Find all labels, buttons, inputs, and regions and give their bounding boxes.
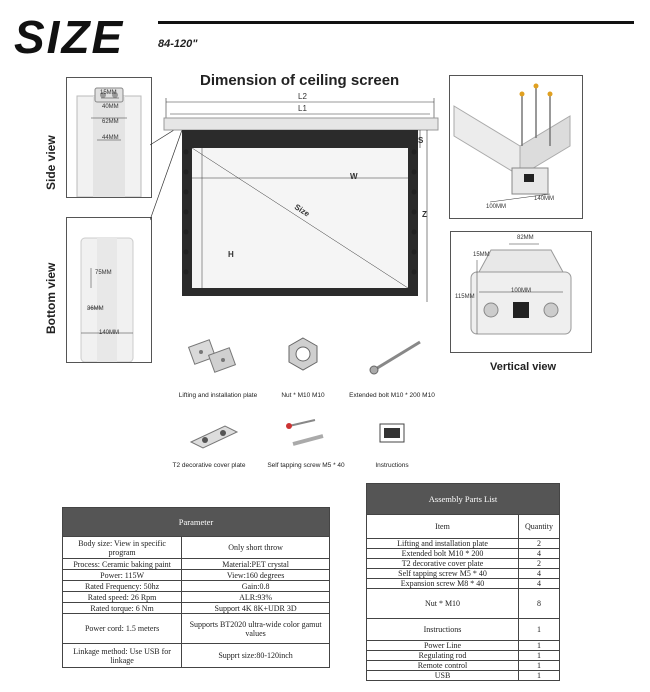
- vertical-dim-100: 100MM: [511, 288, 532, 294]
- dim-size: Size: [292, 202, 312, 219]
- assembly-col-item: Item: [367, 515, 519, 539]
- param-cell: Support 4K 8K+UDR 3D: [182, 603, 330, 614]
- assembly-cell: Lifting and installation plate: [367, 539, 519, 549]
- assembly-parts-table: [366, 483, 560, 681]
- assembly-cell: Regulating rod: [367, 651, 519, 661]
- dim-s: S: [418, 136, 424, 145]
- param-cell: Supports BT2020 ultra-wide color gamut values: [182, 614, 330, 644]
- param-cell: View:160 degrees: [182, 570, 330, 581]
- param-cell: Gain:0.8: [182, 581, 330, 592]
- assembly-cell: Power Line: [367, 641, 519, 651]
- param-cell: Only short throw: [182, 537, 330, 559]
- assembly-cell: T2 decorative cover plate: [367, 559, 519, 569]
- bottom-view-diagram: [66, 217, 152, 363]
- param-cell: Material:PET crystal: [182, 559, 330, 570]
- vertical-dim-115: 115MM: [455, 294, 475, 300]
- page-title: SIZE: [14, 11, 125, 63]
- assembly-col-qty: Quantity: [519, 515, 560, 539]
- mount-detail-drawing: [450, 76, 582, 218]
- param-cell: Linkage method: Use USB for linkage: [63, 644, 182, 668]
- mount-dim-140: 140MM: [534, 196, 555, 202]
- vertical-view-label: Vertical view: [490, 361, 557, 373]
- bottom-view-label: Bottom view: [44, 262, 58, 334]
- vertical-view-diagram: [450, 231, 592, 353]
- dim-l1: L1: [298, 104, 307, 113]
- vertical-dim-82: 82MM: [517, 235, 534, 241]
- bottom-view-drawing: [67, 218, 151, 362]
- param-cell: Rated Frequency: 50hz: [63, 581, 182, 592]
- accessory-label-lifting: Lifting and installation plate: [178, 392, 258, 399]
- assembly-cell: 8: [519, 589, 560, 619]
- parameter-table-title: Parameter: [63, 508, 330, 537]
- parameter-table: [62, 507, 330, 668]
- bottom-dim-140: 140MM: [99, 330, 120, 336]
- accessory-label-instructions: Instructions: [375, 462, 409, 469]
- nut-icon: [283, 334, 323, 374]
- param-cell: Body size: View in specific program: [63, 537, 182, 559]
- side-view-diagram: [66, 77, 152, 198]
- mount-dim-100: 100MM: [486, 204, 507, 210]
- side-dim-62: 62MM: [102, 119, 119, 125]
- dim-w: W: [350, 172, 358, 181]
- assembly-cell: Nut * M10: [367, 589, 519, 619]
- bottom-dim-75: 75MM: [95, 270, 112, 276]
- assembly-cell: 1: [519, 641, 560, 651]
- side-dim-44: 44MM: [102, 135, 119, 141]
- assembly-cell: 4: [519, 569, 560, 579]
- dimension-heading: Dimension of ceiling screen: [200, 72, 400, 89]
- param-cell: ALR:93%: [182, 592, 330, 603]
- assembly-cell: 1: [519, 661, 560, 671]
- param-cell: Supprt size:80-120inch: [182, 644, 330, 668]
- lifting-plate-icon: [185, 333, 245, 381]
- assembly-cell: Expansion screw M8 * 40: [367, 579, 519, 589]
- cover-plate-icon: [185, 420, 241, 452]
- side-dim-40: 40MM: [102, 104, 119, 110]
- ceiling-screen-diagram: [162, 92, 442, 312]
- assembly-cell: 1: [519, 671, 560, 681]
- assembly-cell: Remote control: [367, 661, 519, 671]
- param-cell: Process: Ceramic baking paint: [63, 559, 182, 570]
- assembly-cell: 2: [519, 559, 560, 569]
- assembly-table-title: Assembly Parts List: [367, 484, 560, 515]
- instructions-icon: [376, 420, 410, 450]
- screw-icon: [285, 414, 335, 454]
- side-dim-15: 15MM: [100, 90, 117, 96]
- param-cell: Power: 115W: [63, 570, 182, 581]
- assembly-cell: 4: [519, 549, 560, 559]
- dim-z: Z: [422, 210, 427, 219]
- assembly-cell: 4: [519, 579, 560, 589]
- assembly-cell: 1: [519, 619, 560, 641]
- side-view-label: Side view: [44, 135, 58, 190]
- header-rule: [158, 21, 634, 24]
- param-cell: Rated torque: 6 Nm: [63, 603, 182, 614]
- assembly-cell: Extended bolt M10 * 200: [367, 549, 519, 559]
- accessory-label-screw: Self tapping screw M5 * 40: [267, 462, 345, 469]
- param-cell: Power cord: 1.5 meters: [63, 614, 182, 644]
- size-range: 84-120": [158, 38, 198, 50]
- assembly-cell: USB: [367, 671, 519, 681]
- mount-detail-diagram: [449, 75, 583, 219]
- dim-h: H: [228, 250, 234, 259]
- accessory-label-nut: Nut * M10 M10: [281, 392, 325, 399]
- bottom-dim-36: 36MM: [87, 306, 104, 312]
- assembly-cell: 2: [519, 539, 560, 549]
- dim-l2: L2: [298, 92, 307, 101]
- assembly-cell: 1: [519, 651, 560, 661]
- ceiling-screen-drawing: [162, 92, 442, 312]
- vertical-dim-15: 15MM: [473, 252, 490, 258]
- bolt-icon: [368, 336, 428, 376]
- assembly-cell: Self tapping screw M5 * 40: [367, 569, 519, 579]
- accessory-label-bolt: Extended bolt M10 * 200 M10: [349, 392, 435, 399]
- accessory-label-cover-plate: T2 decorative cover plate: [172, 462, 246, 469]
- param-cell: Rated speed: 26 Rpm: [63, 592, 182, 603]
- assembly-cell: Instructions: [367, 619, 519, 641]
